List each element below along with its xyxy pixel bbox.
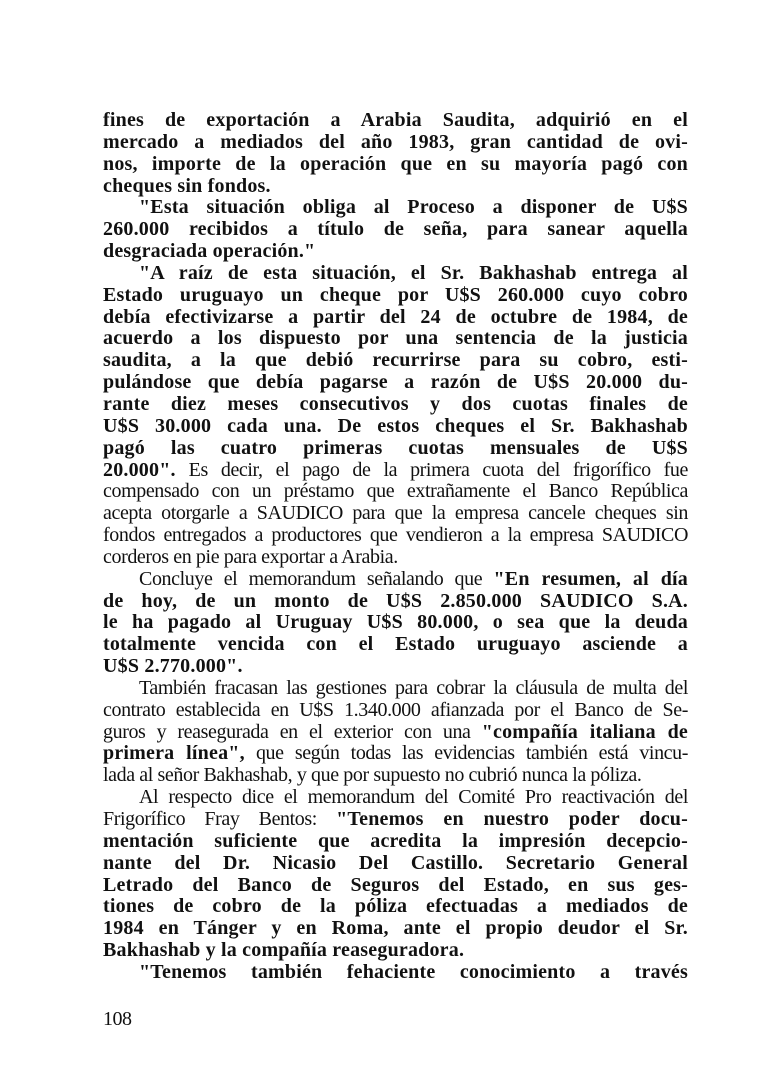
bold-quote-text: tiones de cobro de la póliza efectuadas a mediados de — [103, 895, 688, 918]
bold-quote-text: fines de exportación a Arabia Saudita, adquirió en el — [103, 109, 688, 131]
bold-quote-text: saudita, a la que debió recurrirse para su cobro, esti- — [103, 349, 688, 372]
text-line — [103, 285, 688, 307]
text-line — [103, 263, 688, 285]
text-line — [103, 831, 688, 853]
bold-quote-text: totalmente vencida con el Estado uruguayo asciende a — [103, 633, 688, 656]
text-line — [103, 569, 688, 591]
text-line — [103, 197, 688, 219]
bold-quote-text: Bakhashab y la compañía reaseguradora. — [103, 939, 465, 962]
body-text-segment: fondos entregados a productores que vendieron a la empresa SAUDICO — [103, 524, 688, 547]
text-line — [103, 176, 688, 198]
text-line — [103, 765, 688, 787]
body-text-segment: lada al señor Bakhashab, y que por supuesto no cubrió nunca la póliza. — [103, 764, 642, 787]
text-line — [103, 700, 688, 722]
text-line — [103, 350, 688, 372]
bold-quote-text: mercado a mediados del año 1983, gran cantidad de ovi- — [103, 130, 688, 153]
bold-quote-text: U$S 30.000 cada una. De estos cheques el Sr. Bakhashab — [103, 414, 688, 437]
bold-quote-text: cheques sin fondos. — [103, 174, 271, 197]
body-text-segment: acepta otorgarle a SAUDICO para que la empresa cancele cheques sin — [103, 502, 688, 525]
body-text-segment: compensado con un préstamo que extrañamente el Banco República — [103, 480, 688, 503]
body-text-segment: Es decir, el pago de la primera cuota del frigorífico fue — [175, 458, 688, 481]
bold-quote-text: desgraciada operación." — [103, 240, 316, 263]
body-text-segment: Concluye el memorandum señalando que — [139, 567, 494, 590]
text-line — [103, 219, 688, 241]
body-text-segment: que según todas las evidencias también está vincu- — [244, 742, 689, 765]
page-number: 108 — [103, 1008, 132, 1030]
bold-quote-text: "compañía italiana de — [481, 720, 688, 743]
text-line — [103, 154, 688, 176]
body-text — [103, 110, 688, 984]
text-line — [103, 743, 688, 765]
bold-quote-text: 20.000". — [103, 458, 176, 481]
text-line — [103, 722, 688, 744]
text-line — [103, 307, 688, 329]
text-line — [103, 809, 688, 831]
text-line — [103, 328, 688, 350]
text-line — [103, 394, 688, 416]
text-line — [103, 853, 688, 875]
text-line — [103, 110, 688, 132]
text-line — [103, 372, 688, 394]
text-line — [103, 591, 688, 613]
text-line — [103, 875, 688, 897]
text-line — [103, 241, 688, 263]
text-line — [103, 612, 688, 634]
bold-quote-text: le ha pagado al Uruguay U$S 80.000, o sea que la deuda — [103, 611, 688, 634]
bold-quote-text: Letrado del Banco de Seguros del Estado, en sus ges- — [103, 873, 688, 896]
text-line — [103, 962, 688, 984]
text-line — [103, 787, 688, 809]
body-text-segment: corderos en pie para exportar a Arabia. — [103, 545, 398, 568]
bold-quote-text: pagó las cuatro primeras cuotas mensuales de U$S — [103, 436, 688, 459]
text-line — [103, 634, 688, 656]
bold-quote-text: "En resumen, al día — [493, 567, 689, 590]
bold-quote-text: primera línea", — [103, 742, 245, 765]
text-line — [103, 481, 688, 503]
bold-quote-text: "Esta situación obliga al Proceso a disponer de U$S — [139, 196, 688, 219]
text-line — [103, 132, 688, 154]
bold-quote-text: pulándose que debía pagarse a razón de U$S 20.000 du- — [103, 371, 688, 394]
text-line — [103, 918, 688, 940]
text-line — [103, 416, 688, 438]
text-line — [103, 460, 688, 482]
bold-quote-text: U$S 2.770.000". — [103, 655, 243, 678]
bold-quote-text: nante del Dr. Nicasio Del Castillo. Secretario General — [103, 851, 688, 874]
bold-quote-text: 260.000 recibidos a título de seña, para sanear aquella — [103, 218, 688, 241]
bold-quote-text: Estado uruguayo un cheque por U$S 260.000 cuyo cobro — [103, 283, 688, 306]
text-line — [103, 896, 688, 918]
text-line — [103, 656, 688, 678]
text-line — [103, 438, 688, 460]
bold-quote-text: debía efectivizarse a partir del 24 de octubre de 1984, de — [103, 305, 688, 328]
text-line — [103, 525, 688, 547]
body-text-segment: También fracasan las gestiones para cobrar la cláusula de multa del — [139, 676, 688, 699]
bold-quote-text: nos, importe de la operación que en su mayoría pagó con — [103, 152, 688, 175]
bold-quote-text: "A raíz de esta situación, el Sr. Bakhashab entrega al — [139, 261, 688, 284]
text-line — [103, 503, 688, 525]
bold-quote-text: acuerdo a los dispuesto por una sentencia de la justicia — [103, 327, 688, 350]
body-text-segment: guros y reasegurada en el exterior con una — [103, 720, 482, 743]
body-text-segment: Al respecto dice el memorandum del Comité Pro reactivación del — [139, 786, 688, 809]
body-text-segment: Frigorífico Fray Bentos: — [103, 808, 337, 830]
bold-quote-text: "Tenemos también fehaciente conocimiento a través — [139, 960, 688, 983]
body-text-segment: contrato establecida en U$S 1.340.000 afianzada por el Banco de Se- — [103, 698, 688, 721]
text-line — [103, 678, 688, 700]
text-line — [103, 940, 688, 962]
bold-quote-text: rante diez meses consecutivos y dos cuotas finales de — [103, 392, 688, 415]
bold-quote-text: de hoy, de un monto de U$S 2.850.000 SAUDICO S.A. — [103, 589, 688, 612]
bold-quote-text: "Tenemos en nuestro poder docu- — [336, 808, 688, 830]
bold-quote-text: mentación suficiente que acredita la impresión decepcio- — [103, 829, 688, 852]
text-line — [103, 547, 688, 569]
bold-quote-text: 1984 en Tánger y en Roma, ante el propio deudor el Sr. — [103, 917, 688, 940]
